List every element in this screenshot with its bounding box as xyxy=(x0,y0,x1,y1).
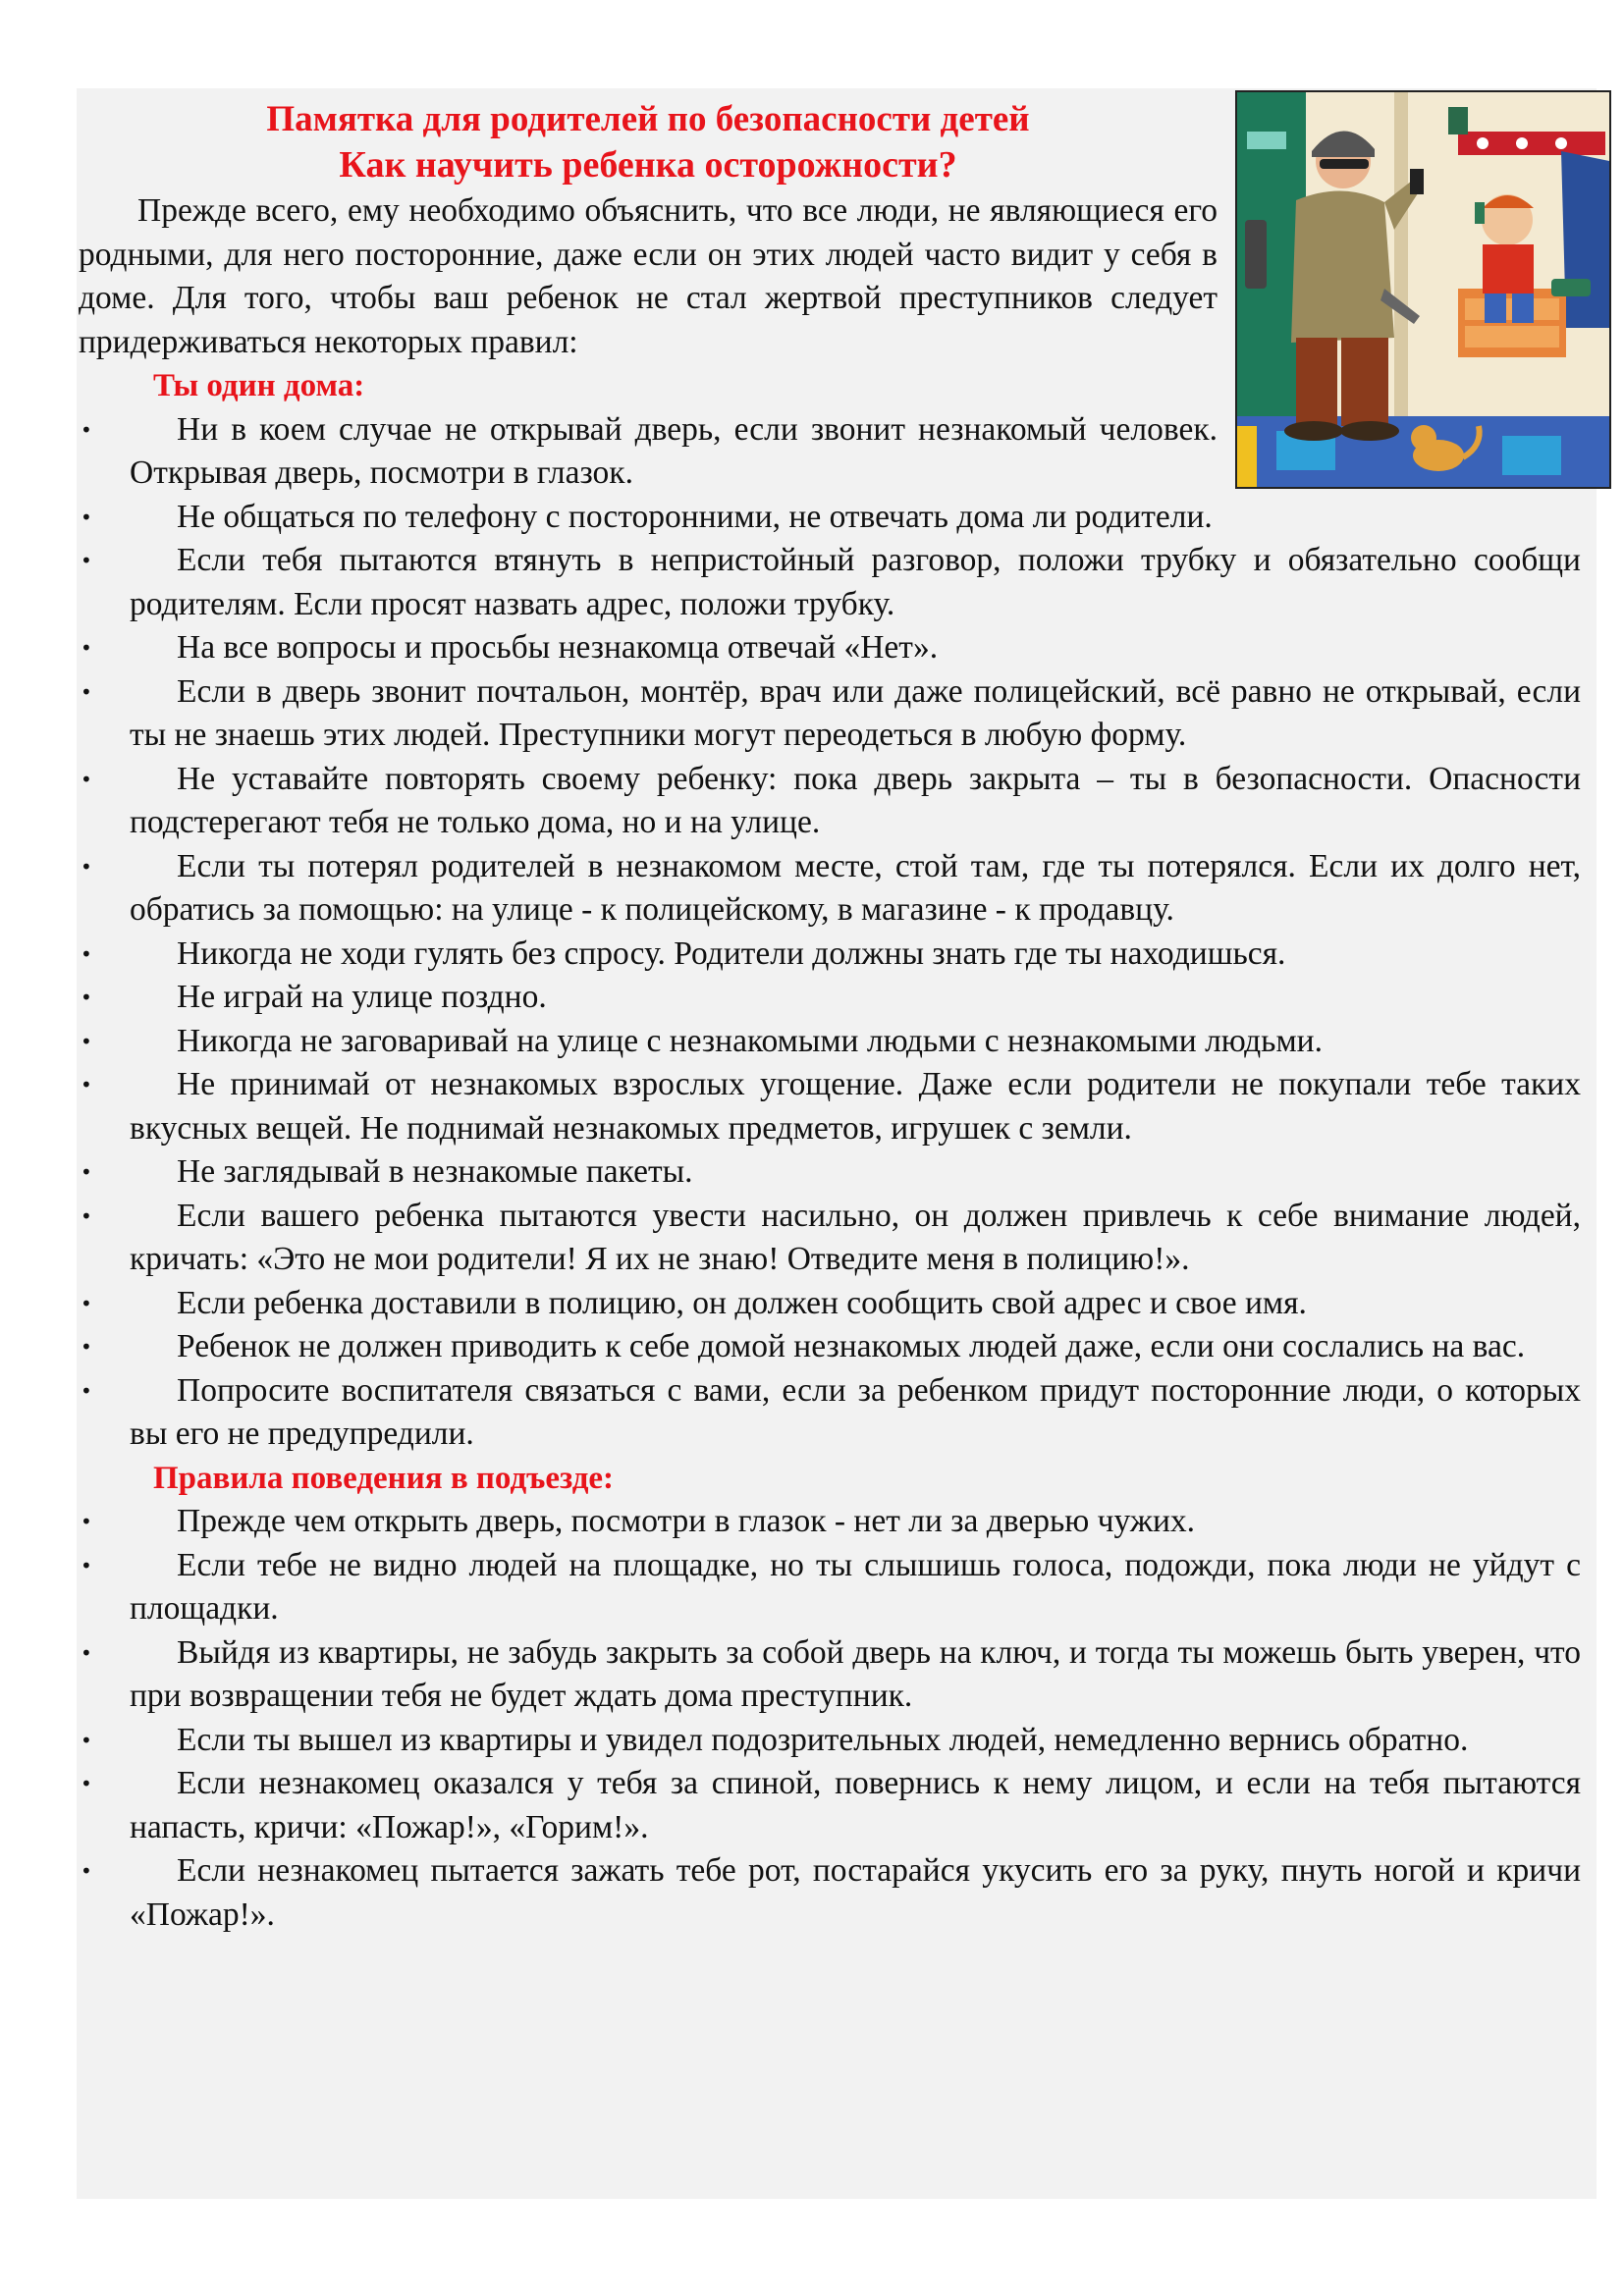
list-item xyxy=(79,1195,1581,1282)
bullet-icon: • xyxy=(81,1160,92,1184)
list-item xyxy=(79,1282,1581,1326)
document-subtitle: Как научить ребенка осторожности? xyxy=(339,144,957,186)
bullet-icon: • xyxy=(81,1073,92,1096)
entrance-rules-list xyxy=(79,1500,1581,1937)
document-content xyxy=(79,96,1581,1937)
list-item-text: Если вашего ребенка пытаются увести насильно, он должен привлечь к себе внимание людей, кричать: «Это не мои родители! Я их не знаю! Отведите меня в полицию!». xyxy=(130,1197,1581,1277)
bullet-icon: • xyxy=(81,767,92,791)
bullet-icon: • xyxy=(81,1029,92,1053)
list-item-text: Если ребенка доставили в полицию, он должен сообщить свой адрес и свое имя. xyxy=(177,1284,1307,1321)
list-item-text: Ни в коем случае не открывай дверь, если звонит незнакомый человек. Открывая дверь, посмотри в глазок. xyxy=(130,410,1218,491)
list-item xyxy=(79,845,1581,933)
list-item-text: Не принимай от незнакомых взрослых угощение. Даже если родители не покупали тебе таких вкусных вещей. Не поднимай незнакомых предметов, игрушек с земли. xyxy=(130,1066,1581,1147)
list-item-text: Не уставайте повторять своему ребенку: пока дверь закрыта – ты в безопасности. Опасности подстерегают тебя не только дома, но и на улице. xyxy=(130,760,1581,840)
section-heading-home-alone: Ты один дома: xyxy=(153,368,365,403)
list-item xyxy=(79,758,1581,845)
bullet-icon: • xyxy=(81,549,92,572)
bullet-icon: • xyxy=(81,986,92,1009)
list-item-text: Если ты вышел из квартиры и увидел подозрительных людей, немедленно вернись обратно. xyxy=(177,1721,1469,1758)
list-item-text: Если в дверь звонит почтальон, монтёр, врач или даже полицейский, всё равно не открывай, если ты не знаешь этих людей. Преступники могут переодеться в любую форму. xyxy=(130,672,1581,753)
list-item xyxy=(79,626,1581,670)
list-item-text: Ребенок не должен приводить к себе домой незнакомых людей даже, если они сослались на вас. xyxy=(177,1328,1526,1364)
bullet-icon: • xyxy=(81,1291,92,1315)
bullet-icon: • xyxy=(81,1772,92,1795)
list-item xyxy=(79,1150,1581,1195)
bullet-icon: • xyxy=(81,679,92,704)
list-item-text: Если тебя пытаются втянуть в непристойный разговор, положи трубку и обязательно сообщи родителям. Если просят назвать адрес, положи трубку. xyxy=(130,542,1581,622)
bullet-icon: • xyxy=(81,1378,92,1403)
document-title: Памятка для родителей по безопасности детей xyxy=(266,99,1030,139)
list-item-text: Если незнакомец оказался у тебя за спиной, повернись к нему лицом, и если на тебя пытаются напасть, кричи: «Пожар!», «Горим!». xyxy=(130,1765,1581,1845)
bullet-icon: • xyxy=(81,1859,92,1883)
list-item xyxy=(79,1719,1581,1763)
list-item xyxy=(79,408,1218,496)
bullet-icon: • xyxy=(81,1728,92,1752)
list-item-text: Попросите воспитателя связаться с вами, если за ребенком придут посторонние люди, о которых вы его не предупредили. xyxy=(130,1371,1581,1452)
home-alone-rules-list xyxy=(79,408,1581,1457)
list-item-text: Никогда не ходи гулять без спросу. Родители должны знать где ты находишься. xyxy=(177,934,1286,972)
list-item-text: Если незнакомец пытается зажать тебе рот, постарайся укусить его за руку, пнуть ногой и кричи «Пожар!». xyxy=(130,1852,1581,1933)
list-item xyxy=(79,1063,1581,1150)
list-item xyxy=(79,496,1581,540)
bullet-icon: • xyxy=(81,854,92,879)
list-item xyxy=(79,1369,1581,1457)
list-item xyxy=(79,1325,1581,1369)
list-item-text: Если ты потерял родителей в незнакомом месте, стой там, где ты потерялся. Если их долго нет, обратись за помощью: на улице - к полицейскому, в магазине - к продавцу. xyxy=(130,847,1581,928)
bullet-icon: • xyxy=(81,1640,92,1665)
bullet-icon: • xyxy=(81,941,92,966)
list-item xyxy=(79,1020,1581,1064)
list-item xyxy=(79,933,1581,977)
list-item-text: Выйдя из квартиры, не забудь закрыть за собой дверь на ключ, и тогда ты можешь быть уверен, что при возвращении тебя не будет ждать дома преступник. xyxy=(130,1633,1581,1714)
bullet-icon: • xyxy=(81,1553,92,1577)
list-item-text: Прежде чем открыть дверь, посмотри в глазок - нет ли за дверью чужих. xyxy=(177,1503,1196,1539)
list-item-text: На все вопросы и просьбы незнакомца отвечай «Нет». xyxy=(177,629,939,666)
bullet-icon: • xyxy=(81,417,92,442)
bullet-icon: • xyxy=(81,636,92,660)
list-item xyxy=(79,670,1581,758)
list-item xyxy=(79,1500,1581,1544)
list-item-text: Не общаться по телефону с посторонними, не отвечать дома ли родители. xyxy=(177,498,1213,535)
list-item xyxy=(79,976,1581,1020)
list-item xyxy=(79,539,1581,626)
list-item-text: Если тебе не видно людей на площадке, но ты слышишь голоса, подожди, пока люди не уйдут с площадки. xyxy=(130,1546,1581,1627)
section-heading-entrance: Правила поведения в подъезде: xyxy=(153,1460,615,1496)
bullet-icon: • xyxy=(81,1335,92,1359)
list-item xyxy=(79,1631,1581,1719)
bullet-icon: • xyxy=(81,1510,92,1533)
intro-paragraph: Прежде всего, ему необходимо объяснить, что все люди, не являющиеся его родными, для него посторонние, даже если он этих людей часто видит у себя в доме. Для того, чтобы ваш ребенок не стал жертвой преступников следует придерживаться некоторых правил: xyxy=(79,192,1218,360)
bullet-icon: • xyxy=(81,505,92,529)
list-item xyxy=(79,1849,1581,1937)
list-item xyxy=(79,1762,1581,1849)
list-item-text: Не заглядывай в незнакомые пакеты. xyxy=(177,1153,693,1190)
list-item-text: Никогда не заговаривай на улице с незнакомыми людьми с незнакомыми людьми. xyxy=(177,1022,1323,1059)
list-item-text: Не играй на улице поздно. xyxy=(177,979,547,1015)
list-item xyxy=(79,1544,1581,1631)
bullet-icon: • xyxy=(81,1203,92,1228)
